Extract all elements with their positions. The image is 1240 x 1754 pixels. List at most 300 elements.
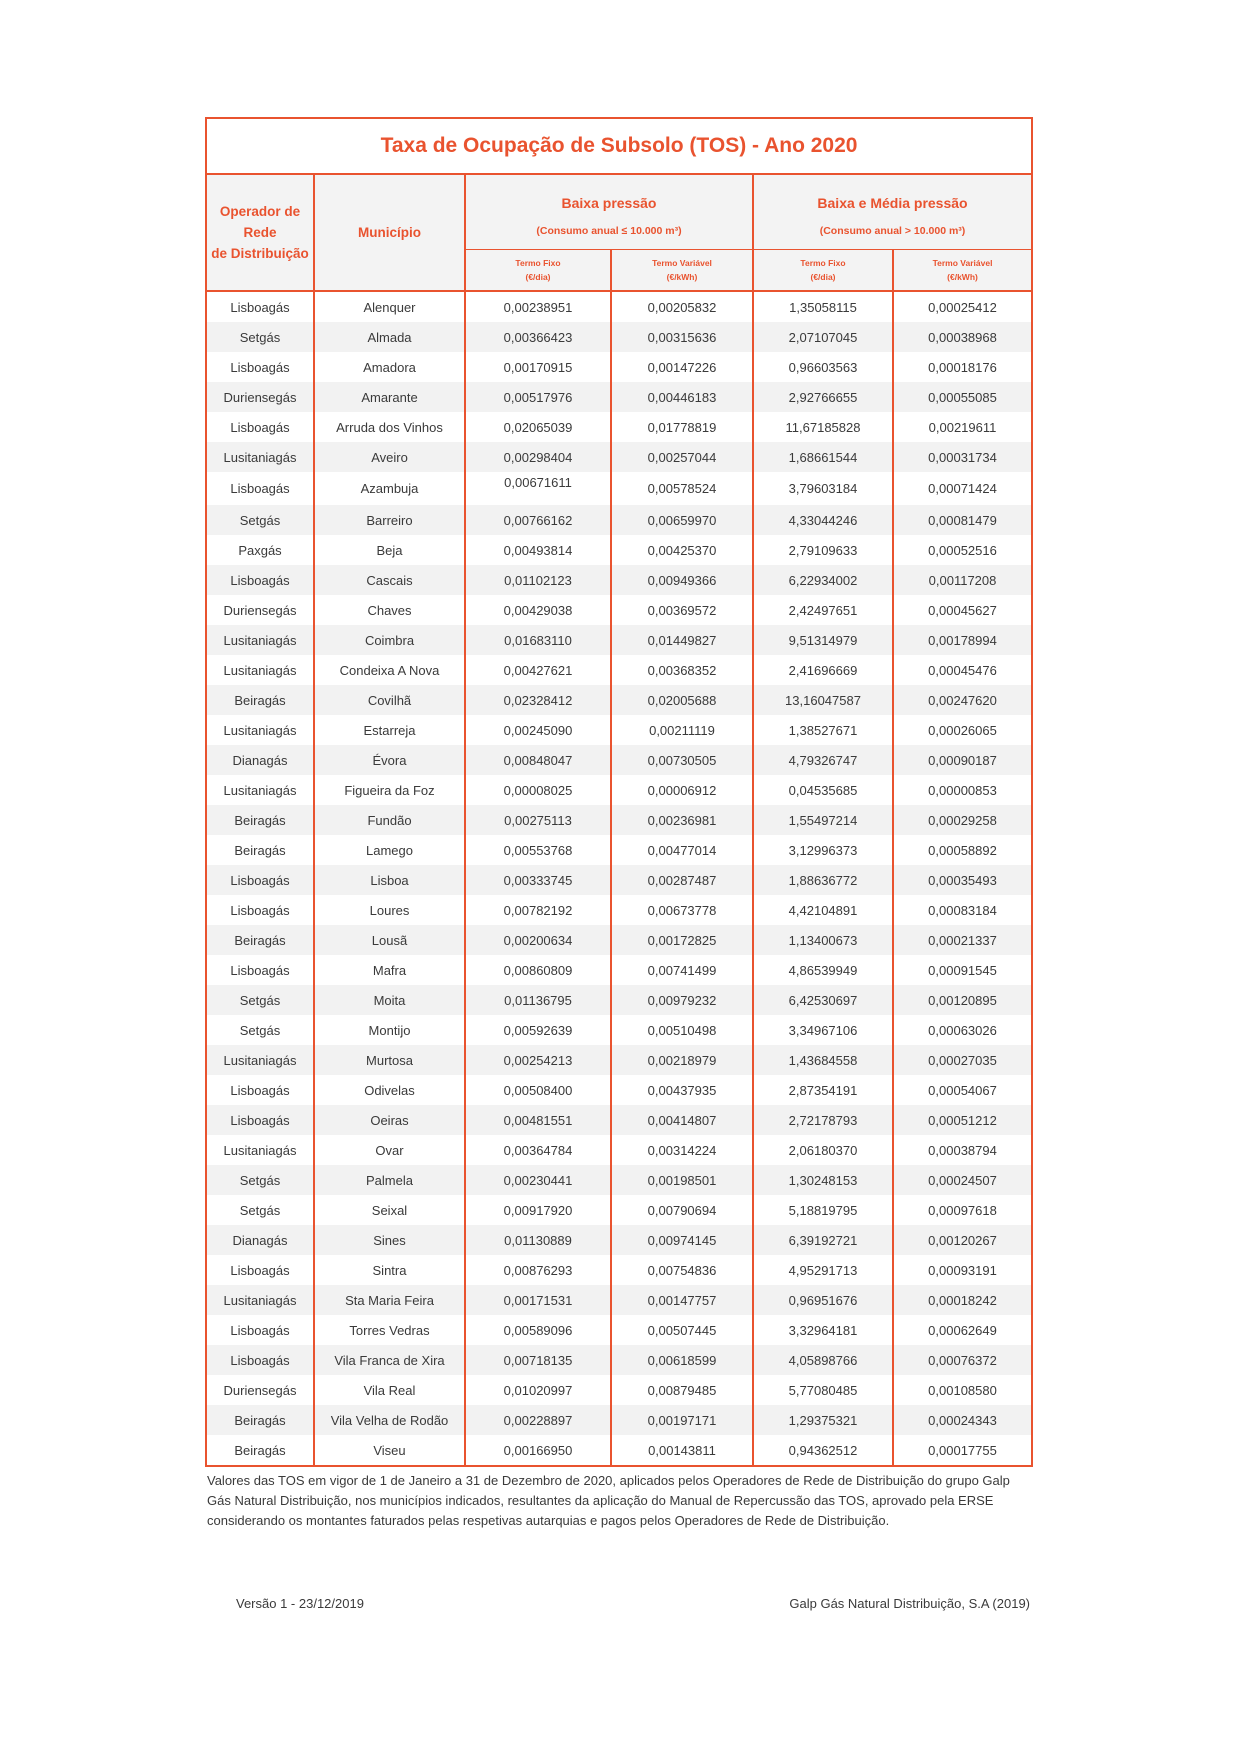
operator-cell: Lisboagás (230, 902, 290, 918)
municipality-cell: Moita (314, 985, 465, 1015)
table-row (206, 565, 1032, 595)
operator-cell: Setgás (239, 1202, 281, 1218)
low-fixed-cell: 0,00230441 (465, 1165, 611, 1195)
lowmed-fixed-cell: 1,68661544 (753, 442, 893, 472)
operator-cell: Lisboagás (230, 1262, 290, 1278)
lowmed-variable-cell: 0,00024507 (893, 1165, 1032, 1195)
low-variable-cell: 0,00414807 (611, 1105, 753, 1135)
lowmed-fixed-cell: 1,30248153 (753, 1165, 893, 1195)
lowmed-fixed-cell: 1,88636772 (753, 865, 893, 895)
low-fixed-cell: 0,00508400 (465, 1075, 611, 1105)
lowmed-variable-cell: 0,00090187 (893, 745, 1032, 775)
municipality-cell: Arruda dos Vinhos (314, 412, 465, 442)
lowmed-fixed-cell: 3,34967106 (753, 1015, 893, 1045)
municipality-cell: Murtosa (314, 1045, 465, 1075)
operator-cell: Lisboagás (230, 481, 290, 496)
lowmed-variable-cell: 0,00058892 (893, 835, 1032, 865)
lowmed-fixed-cell: 9,51314979 (753, 625, 893, 655)
low-fixed-term-unit: (€/dia) (525, 272, 551, 282)
low-fixed-cell: 0,00592639 (465, 1015, 611, 1045)
operator-cell: Lisboagás (230, 419, 290, 435)
lowmed-fixed-cell: 2,42497651 (753, 595, 893, 625)
operator-cell: Lusitaniagás (223, 662, 297, 678)
municipality-cell: Seixal (314, 1195, 465, 1225)
low-variable-cell: 0,00949366 (611, 565, 753, 595)
table-row (206, 1105, 1032, 1135)
lowmed-fixed-cell: 2,79109633 (753, 535, 893, 565)
table-row (206, 955, 1032, 985)
table-row (206, 685, 1032, 715)
low-variable-cell: 0,02005688 (611, 685, 753, 715)
low-variable-cell: 0,00218979 (611, 1045, 753, 1075)
table-row (206, 715, 1032, 745)
table-row (206, 535, 1032, 565)
table-row (206, 1045, 1032, 1075)
operator-cell: Beiragás (206, 685, 314, 715)
table-title: Taxa de Ocupação de Subsolo (TOS) - Ano 2020 (206, 118, 1032, 174)
lowmed-variable-cell: 0,00108580 (893, 1375, 1032, 1405)
version-label: Versão 1 - 23/12/2019 (236, 1596, 364, 1611)
table-row (206, 895, 1032, 925)
lowmed-variable-cell: 0,00117208 (893, 565, 1032, 595)
operator-cell: Lusitaniagás (223, 1142, 297, 1158)
low-fixed-cell: 0,00589096 (465, 1315, 611, 1345)
lowmed-variable-cell: 0,00120895 (893, 985, 1032, 1015)
table-row (206, 1345, 1032, 1375)
low-fixed-cell: 0,02328412 (465, 685, 611, 715)
municipality-cell: Torres Vedras (314, 1315, 465, 1345)
low-variable-cell: 0,00006912 (611, 775, 753, 805)
low-fixed-cell: 0,00481551 (465, 1105, 611, 1135)
low-medium-pressure-note: (Consumo anual > 10.000 m³) (753, 213, 1032, 250)
operator-cell: Duriensegás (223, 1382, 297, 1398)
low-variable-term-header (611, 250, 753, 292)
municipality-cell: Loures (314, 895, 465, 925)
lowmed-fixed-cell: 3,12996373 (753, 835, 893, 865)
lowmed-fixed-cell: 6,42530697 (753, 985, 893, 1015)
municipality-cell: Covilhã (314, 685, 465, 715)
table-row (206, 1075, 1032, 1105)
low-variable-cell: 0,00578524 (611, 472, 753, 505)
low-pressure-note: (Consumo anual ≤ 10.000 m³) (465, 213, 753, 250)
table-row (206, 1195, 1032, 1225)
low-variable-cell: 0,00287487 (611, 865, 753, 895)
low-fixed-cell: 0,00245090 (465, 715, 611, 745)
low-fixed-cell: 0,00848047 (465, 745, 611, 775)
lowmed-variable-cell: 0,00017755 (893, 1435, 1032, 1466)
operator-cell: Lusitaniagás (223, 722, 297, 738)
lowmed-variable-cell: 0,00178994 (893, 625, 1032, 655)
low-variable-cell: 0,01778819 (611, 412, 753, 442)
operator-cell: Dianagás (206, 1225, 314, 1255)
table-row (206, 1285, 1032, 1315)
operator-cell: Lisboagás (206, 865, 314, 895)
lowmed-variable-cell: 0,00018176 (893, 352, 1032, 382)
low-fixed-cell: 0,00917920 (465, 1195, 611, 1225)
table-row (206, 382, 1032, 412)
operator-cell: Lisboagás (230, 962, 290, 978)
lowmed-fixed-cell: 6,39192721 (753, 1225, 893, 1255)
low-fixed-cell: 0,00008025 (465, 775, 611, 805)
low-variable-cell: 0,00979232 (611, 985, 753, 1015)
table-row (206, 835, 1032, 865)
low-fixed-term-header (465, 250, 611, 292)
low-variable-cell: 0,00618599 (611, 1345, 753, 1375)
operator-cell: Beiragás (234, 842, 286, 858)
operator-cell: Lisboagás (230, 1082, 290, 1098)
low-variable-cell: 0,00236981 (611, 805, 753, 835)
municipality-cell: Ovar (314, 1135, 465, 1165)
lowmed-variable-cell: 0,00029258 (893, 805, 1032, 835)
municipality-cell: Condeixa A Nova (314, 655, 465, 685)
low-fixed-cell: 0,00170915 (465, 352, 611, 382)
low-fixed-cell: 0,00254213 (465, 1045, 611, 1075)
low-fixed-cell: 0,00718135 (465, 1345, 611, 1375)
low-pressure-header: Baixa pressão (465, 174, 753, 213)
low-variable-cell: 0,00673778 (611, 895, 753, 925)
operator-cell: Lisboagás (206, 565, 314, 595)
lowmed-variable-cell: 0,00083184 (893, 895, 1032, 925)
municipality-cell: Sintra (314, 1255, 465, 1285)
low-variable-cell: 0,00368352 (611, 655, 753, 685)
low-variable-cell: 0,00143811 (611, 1435, 753, 1466)
municipality-cell: Lamego (314, 835, 465, 865)
low-variable-cell: 0,01449827 (611, 625, 753, 655)
municipality-cell: Azambuja (314, 472, 465, 505)
lowmed-variable-cell: 0,00031734 (893, 442, 1032, 472)
municipality-cell: Alenquer (314, 291, 465, 322)
low-variable-cell: 0,00446183 (611, 382, 753, 412)
low-fixed-cell: 0,00671611 (465, 472, 611, 505)
tos-table-container (205, 117, 1031, 1467)
municipality-cell: Palmela (314, 1165, 465, 1195)
operator-cell: Lusitaniagás (206, 1045, 314, 1075)
lowmed-variable-cell: 0,00027035 (893, 1045, 1032, 1075)
low-variable-cell: 0,00197171 (611, 1405, 753, 1435)
low-medium-pressure-header: Baixa e Média pressão (753, 174, 1032, 213)
lowmed-variable-cell: 0,00000853 (893, 775, 1032, 805)
low-variable-cell: 0,00205832 (611, 291, 753, 322)
operator-cell: Lisboagás (230, 1322, 290, 1338)
municipality-cell: Lisboa (314, 865, 465, 895)
municipality-cell: Vila Velha de Rodão (314, 1405, 465, 1435)
lowmed-variable-cell: 0,00091545 (893, 955, 1032, 985)
lowmed-variable-term-header (893, 250, 1032, 292)
low-variable-cell: 0,00147226 (611, 352, 753, 382)
operator-cell: Setgás (239, 1022, 281, 1038)
municipality-cell: Sines (314, 1225, 465, 1255)
low-fixed-cell: 0,00553768 (465, 835, 611, 865)
municipality-cell: Fundão (314, 805, 465, 835)
low-fixed-cell: 0,01020997 (465, 1375, 611, 1405)
lowmed-fixed-cell: 5,77080485 (753, 1375, 893, 1405)
operator-cell: Lusitaniagás (223, 782, 297, 798)
lowmed-fixed-cell: 2,07107045 (753, 322, 893, 352)
low-fixed-cell: 0,00427621 (465, 655, 611, 685)
low-variable-cell: 0,00879485 (611, 1375, 753, 1405)
lowmed-fixed-cell: 1,43684558 (753, 1045, 893, 1075)
operator-cell: Beiragás (234, 1442, 286, 1458)
municipality-cell: Odivelas (314, 1075, 465, 1105)
lowmed-fixed-cell: 11,67185828 (753, 412, 893, 442)
lowmed-fixed-cell: 1,38527671 (753, 715, 893, 745)
lowmed-fixed-cell: 1,29375321 (753, 1405, 893, 1435)
table-row (206, 985, 1032, 1015)
low-variable-term-label: Termo Variável (652, 258, 712, 268)
municipality-cell: Évora (314, 745, 465, 775)
municipality-cell: Coimbra (314, 625, 465, 655)
lowmed-variable-term-unit: (€/kWh) (947, 272, 978, 282)
low-fixed-cell: 0,00429038 (465, 595, 611, 625)
low-variable-cell: 0,00477014 (611, 835, 753, 865)
operator-cell: Lusitaniagás (206, 1285, 314, 1315)
municipality-cell: Aveiro (314, 442, 465, 472)
municipality-cell: Mafra (314, 955, 465, 985)
operator-header-line-2: Rede (243, 225, 277, 240)
low-fixed-cell: 0,00364784 (465, 1135, 611, 1165)
low-fixed-cell: 0,00333745 (465, 865, 611, 895)
operator-cell: Paxgás (238, 542, 282, 558)
municipality-cell: Oeiras (314, 1105, 465, 1135)
operator-cell: Setgás (206, 985, 314, 1015)
lowmed-fixed-term-unit: (€/dia) (810, 272, 836, 282)
lowmed-fixed-cell: 2,92766655 (753, 382, 893, 412)
low-variable-cell: 0,00659970 (611, 505, 753, 535)
table-row (206, 1435, 1032, 1466)
low-variable-cell: 0,00510498 (611, 1015, 753, 1045)
municipality-header: Município (314, 174, 465, 291)
operator-cell: Duriensegás (206, 382, 314, 412)
operator-cell: Lisboagás (206, 1105, 314, 1135)
lowmed-variable-cell: 0,00247620 (893, 685, 1032, 715)
footnote: Valores das TOS em vigor de 1 de Janeiro a 31 de Dezembro de 2020, aplicados pelos Operadores de Rede de Distribuição do grupo Galp Gás Natural Distribuição, nos municípios indicados, resultantes da aplicação do Manual de Repercussão das TOS, aprovado pela ERSE considerando os montantes faturados pelas respetivas autarquias e pagos pelos Operadores de Rede de Distribuição. (207, 1473, 1010, 1528)
lowmed-fixed-cell: 4,86539949 (753, 955, 893, 985)
lowmed-variable-cell: 0,00038968 (893, 322, 1032, 352)
lowmed-fixed-cell: 0,94362512 (753, 1435, 893, 1466)
operator-cell: Lusitaniagás (206, 625, 314, 655)
low-variable-cell: 0,00437935 (611, 1075, 753, 1105)
table-row (206, 805, 1032, 835)
operator-cell: Lisboagás (206, 1345, 314, 1375)
table-row (206, 1225, 1032, 1255)
lowmed-variable-cell: 0,00097618 (893, 1195, 1032, 1225)
lowmed-variable-cell: 0,00024343 (893, 1405, 1032, 1435)
low-fixed-term-label: Termo Fixo (515, 258, 561, 268)
lowmed-variable-cell: 0,00120267 (893, 1225, 1032, 1255)
municipality-cell: Viseu (314, 1435, 465, 1466)
municipality-cell: Amarante (314, 382, 465, 412)
operator-cell: Setgás (206, 505, 314, 535)
low-fixed-cell: 0,00517976 (465, 382, 611, 412)
table-row (206, 1315, 1032, 1345)
lowmed-variable-cell: 0,00021337 (893, 925, 1032, 955)
lowmed-variable-cell: 0,00035493 (893, 865, 1032, 895)
lowmed-variable-cell: 0,00081479 (893, 505, 1032, 535)
lowmed-fixed-cell: 1,35058115 (753, 291, 893, 322)
lowmed-variable-cell: 0,00093191 (893, 1255, 1032, 1285)
table-row (206, 1375, 1032, 1405)
low-fixed-cell: 0,01683110 (465, 625, 611, 655)
table-row (206, 352, 1032, 382)
low-fixed-cell: 0,00275113 (465, 805, 611, 835)
lowmed-fixed-cell: 4,79326747 (753, 745, 893, 775)
low-fixed-cell: 0,00876293 (465, 1255, 611, 1285)
operator-cell: Duriensegás (223, 602, 297, 618)
low-variable-cell: 0,00369572 (611, 595, 753, 625)
operator-cell: Lisboagás (230, 359, 290, 375)
low-fixed-cell: 0,00766162 (465, 505, 611, 535)
low-variable-cell: 0,00172825 (611, 925, 753, 955)
lowmed-variable-cell: 0,00219611 (893, 412, 1032, 442)
low-fixed-cell: 0,00782192 (465, 895, 611, 925)
lowmed-fixed-cell: 4,95291713 (753, 1255, 893, 1285)
municipality-cell: Barreiro (314, 505, 465, 535)
lowmed-variable-cell: 0,00018242 (893, 1285, 1032, 1315)
low-fixed-cell: 0,02065039 (465, 412, 611, 442)
municipality-cell: Beja (314, 535, 465, 565)
table-row (206, 745, 1032, 775)
lowmed-variable-cell: 0,00055085 (893, 382, 1032, 412)
operator-cell: Beiragás (206, 925, 314, 955)
lowmed-fixed-cell: 2,72178793 (753, 1105, 893, 1135)
municipality-cell: Cascais (314, 565, 465, 595)
lowmed-variable-cell: 0,00076372 (893, 1345, 1032, 1375)
low-fixed-cell: 0,00238951 (465, 291, 611, 322)
municipality-cell: Almada (314, 322, 465, 352)
lowmed-variable-cell: 0,00045476 (893, 655, 1032, 685)
operator-cell: Lusitaniagás (206, 442, 314, 472)
low-fixed-cell: 0,00493814 (465, 535, 611, 565)
lowmed-fixed-cell: 13,16047587 (753, 685, 893, 715)
lowmed-fixed-cell: 2,41696669 (753, 655, 893, 685)
lowmed-variable-cell: 0,00038794 (893, 1135, 1032, 1165)
table-row (206, 1255, 1032, 1285)
low-variable-cell: 0,00211119 (611, 715, 753, 745)
lowmed-fixed-cell: 4,33044246 (753, 505, 893, 535)
low-variable-cell: 0,00754836 (611, 1255, 753, 1285)
lowmed-variable-cell: 0,00054067 (893, 1075, 1032, 1105)
low-variable-cell: 0,00741499 (611, 955, 753, 985)
low-variable-cell: 0,00730505 (611, 745, 753, 775)
municipality-cell: Amadora (314, 352, 465, 382)
operator-header-line-1: Operador de (219, 204, 301, 219)
lowmed-variable-term-label: Termo Variável (932, 258, 993, 268)
lowmed-fixed-cell: 2,06180370 (753, 1135, 893, 1165)
low-fixed-cell: 0,00171531 (465, 1285, 611, 1315)
table-row (206, 1405, 1032, 1435)
lowmed-fixed-cell: 2,87354191 (753, 1075, 893, 1105)
lowmed-fixed-cell: 1,55497214 (753, 805, 893, 835)
table-row (206, 1135, 1032, 1165)
low-variable-cell: 0,00790694 (611, 1195, 753, 1225)
low-variable-term-unit: (€/kWh) (666, 272, 698, 282)
low-fixed-cell: 0,01130889 (465, 1225, 611, 1255)
table-row (206, 442, 1032, 472)
low-fixed-cell: 0,01102123 (465, 565, 611, 595)
low-fixed-cell: 0,00366423 (465, 322, 611, 352)
table-row (206, 412, 1032, 442)
table-row (206, 925, 1032, 955)
low-variable-cell: 0,00425370 (611, 535, 753, 565)
low-fixed-cell: 0,00166950 (465, 1435, 611, 1466)
table-row (206, 1015, 1032, 1045)
lowmed-fixed-cell: 0,04535685 (753, 775, 893, 805)
operator-cell: Setgás (206, 1165, 314, 1195)
lowmed-fixed-term-label: Termo Fixo (800, 258, 846, 268)
table-row (206, 775, 1032, 805)
lowmed-fixed-cell: 5,18819795 (753, 1195, 893, 1225)
lowmed-fixed-cell: 0,96951676 (753, 1285, 893, 1315)
lowmed-fixed-term-header (753, 250, 893, 292)
low-fixed-cell: 0,00228897 (465, 1405, 611, 1435)
lowmed-fixed-cell: 0,96603563 (753, 352, 893, 382)
lowmed-variable-cell: 0,00026065 (893, 715, 1032, 745)
table-row (206, 625, 1032, 655)
table-row (206, 865, 1032, 895)
operator-cell: Setgás (206, 322, 314, 352)
company-label: Galp Gás Natural Distribuição, S.A (2019) (789, 1596, 1030, 1611)
lowmed-variable-cell: 0,00063026 (893, 1015, 1032, 1045)
operator-cell: Lisboagás (230, 299, 290, 315)
table-row (206, 472, 1032, 505)
municipality-cell: Figueira da Foz (314, 775, 465, 805)
table-row (206, 595, 1032, 625)
municipality-cell: Sta Maria Feira (314, 1285, 465, 1315)
low-variable-cell: 0,00974145 (611, 1225, 753, 1255)
low-variable-cell: 0,00257044 (611, 442, 753, 472)
lowmed-fixed-cell: 3,32964181 (753, 1315, 893, 1345)
municipality-cell: Vila Franca de Xira (314, 1345, 465, 1375)
low-fixed-cell: 0,00298404 (465, 442, 611, 472)
table-row (206, 291, 1032, 322)
tos-table (205, 117, 1033, 1467)
operator-cell: Beiragás (206, 1405, 314, 1435)
low-variable-cell: 0,00147757 (611, 1285, 753, 1315)
lowmed-variable-cell: 0,00062649 (893, 1315, 1032, 1345)
operator-cell: Beiragás (206, 805, 314, 835)
municipality-cell: Montijo (314, 1015, 465, 1045)
municipality-cell: Chaves (314, 595, 465, 625)
table-row (206, 1165, 1032, 1195)
operator-cell: Dianagás (206, 745, 314, 775)
table-body (206, 291, 1032, 1466)
lowmed-variable-cell: 0,00052516 (893, 535, 1032, 565)
table-row (206, 505, 1032, 535)
municipality-cell: Estarreja (314, 715, 465, 745)
municipality-cell: Lousã (314, 925, 465, 955)
table-row (206, 322, 1032, 352)
low-variable-cell: 0,00314224 (611, 1135, 753, 1165)
lowmed-fixed-cell: 4,42104891 (753, 895, 893, 925)
lowmed-variable-cell: 0,00051212 (893, 1105, 1032, 1135)
table-row (206, 655, 1032, 685)
municipality-cell: Vila Real (314, 1375, 465, 1405)
lowmed-variable-cell: 0,00025412 (893, 291, 1032, 322)
lowmed-variable-cell: 0,00045627 (893, 595, 1032, 625)
lowmed-fixed-cell: 6,22934002 (753, 565, 893, 595)
low-variable-cell: 0,00315636 (611, 322, 753, 352)
low-fixed-cell: 0,00860809 (465, 955, 611, 985)
operator-header-line-3: de Distribuição (211, 246, 309, 261)
lowmed-fixed-cell: 1,13400673 (753, 925, 893, 955)
low-variable-cell: 0,00198501 (611, 1165, 753, 1195)
operator-header (206, 174, 314, 291)
low-fixed-cell: 0,00200634 (465, 925, 611, 955)
low-fixed-cell: 0,01136795 (465, 985, 611, 1015)
lowmed-fixed-cell: 3,79603184 (753, 472, 893, 505)
lowmed-fixed-cell: 4,05898766 (753, 1345, 893, 1375)
low-variable-cell: 0,00507445 (611, 1315, 753, 1345)
